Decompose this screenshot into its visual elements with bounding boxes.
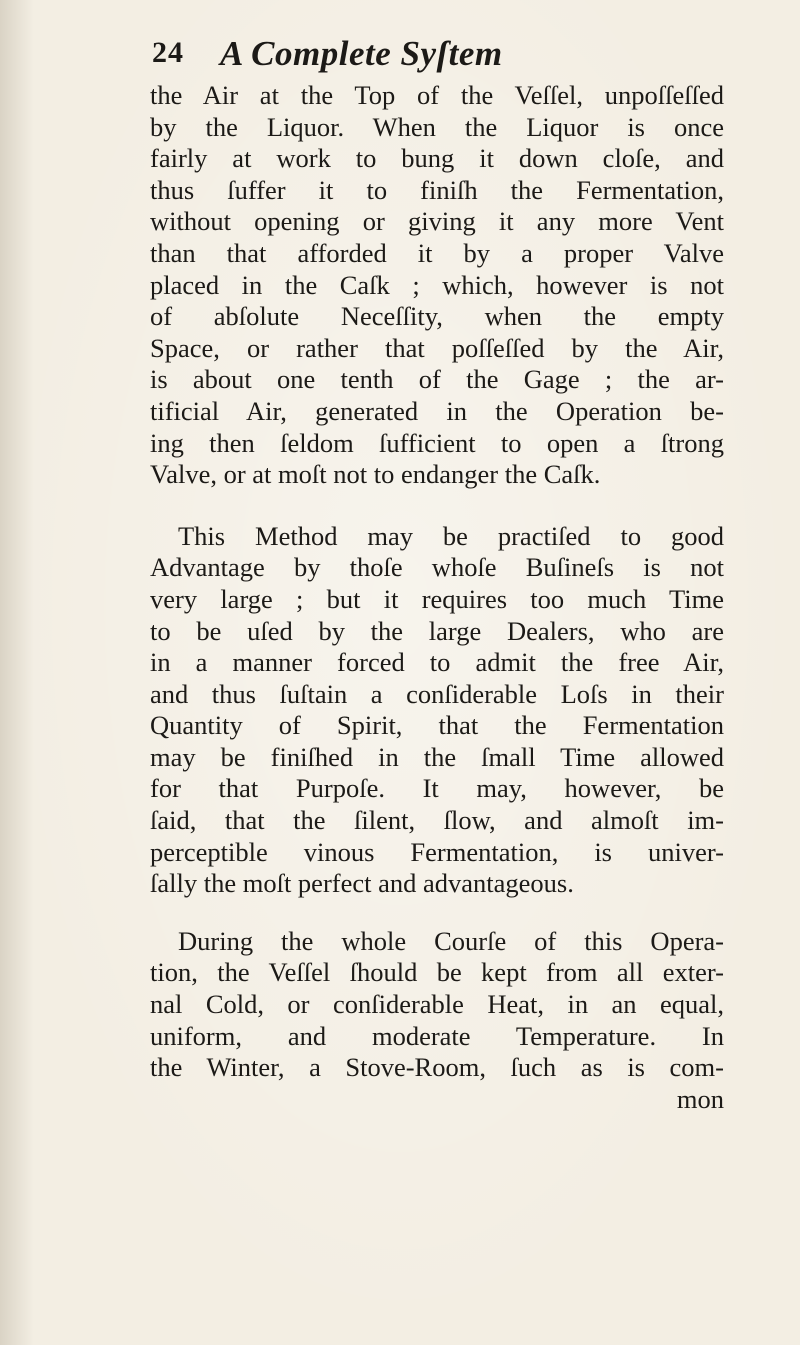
text-line: Valve, or at moſt not to endanger the Caſk.	[150, 459, 601, 490]
text-line: very large ; but it requires too much Time	[150, 583, 724, 614]
text-line: ſally the moſt perfect and advantageous.	[150, 868, 574, 899]
text-line: ing then ſeldom ſufficient to open a ſtrong	[150, 427, 724, 458]
text-line: in a manner forced to admit the free Air,	[150, 647, 724, 678]
text-line: tion, the Veſſel ſhould be kept from all exter-	[150, 957, 724, 988]
text-line: Quantity of Spirit, that the Fermentation	[150, 710, 724, 741]
text-line: ſaid, that the ſilent, ſlow, and almoſt im-	[150, 805, 724, 836]
text-line: for that Purpoſe. It may, however, be	[150, 773, 724, 804]
page-gutter-shadow	[0, 0, 34, 1345]
text-line: perceptible vinous Fermentation, is univer-	[150, 836, 724, 867]
paragraph-gap	[150, 491, 724, 521]
paragraph	[150, 926, 724, 1084]
text-line: uniform, and moderate Temperature. In	[150, 1020, 724, 1051]
text-line: thus ſuffer it to finiſh the Fermentation,	[150, 174, 724, 205]
text-line: of abſolute Neceſſity, when the empty	[150, 301, 724, 332]
text-line: This Method may be practiſed to good	[178, 520, 724, 551]
body-text	[150, 80, 724, 1115]
text-line: to be uſed by the large Dealers, who are	[150, 615, 724, 646]
paragraph-gap	[150, 900, 724, 926]
running-title: A Complete Syſtem	[220, 34, 503, 73]
page-header	[152, 36, 712, 86]
text-line: fairly at work to bung it down cloſe, and	[150, 143, 724, 174]
catchword: mon	[676, 1083, 724, 1114]
text-line: Advantage by thoſe whoſe Buſineſs is not	[150, 552, 724, 583]
text-line: the Air at the Top of the Veſſel, unpoſſeſſed	[150, 80, 724, 110]
text-line: by the Liquor. When the Liquor is once	[150, 111, 724, 142]
text-line: than that afforded it by a proper Valve	[150, 237, 724, 268]
text-line: During the whole Courſe of this Opera-	[178, 925, 724, 956]
text-line: placed in the Caſk ; which, however is not	[150, 269, 724, 300]
text-line: and thus ſuſtain a conſiderable Loſs in their	[150, 678, 724, 709]
text-line: nal Cold, or conſiderable Heat, in an equal,	[150, 989, 724, 1020]
text-line: the Winter, a Stove-Room, ſuch as is com-	[150, 1052, 724, 1083]
page-number: 24	[152, 36, 184, 69]
text-line: without opening or giving it any more Vent	[150, 206, 724, 237]
text-line: is about one tenth of the Gage ; the ar-	[150, 364, 724, 395]
paragraph	[150, 80, 724, 491]
text-line: tificial Air, generated in the Operation be-	[150, 395, 724, 426]
paragraph	[150, 521, 724, 900]
text-line: Space, or rather that poſſeſſed by the Air,	[150, 332, 724, 363]
text-line: may be finiſhed in the ſmall Time allowed	[150, 741, 724, 772]
